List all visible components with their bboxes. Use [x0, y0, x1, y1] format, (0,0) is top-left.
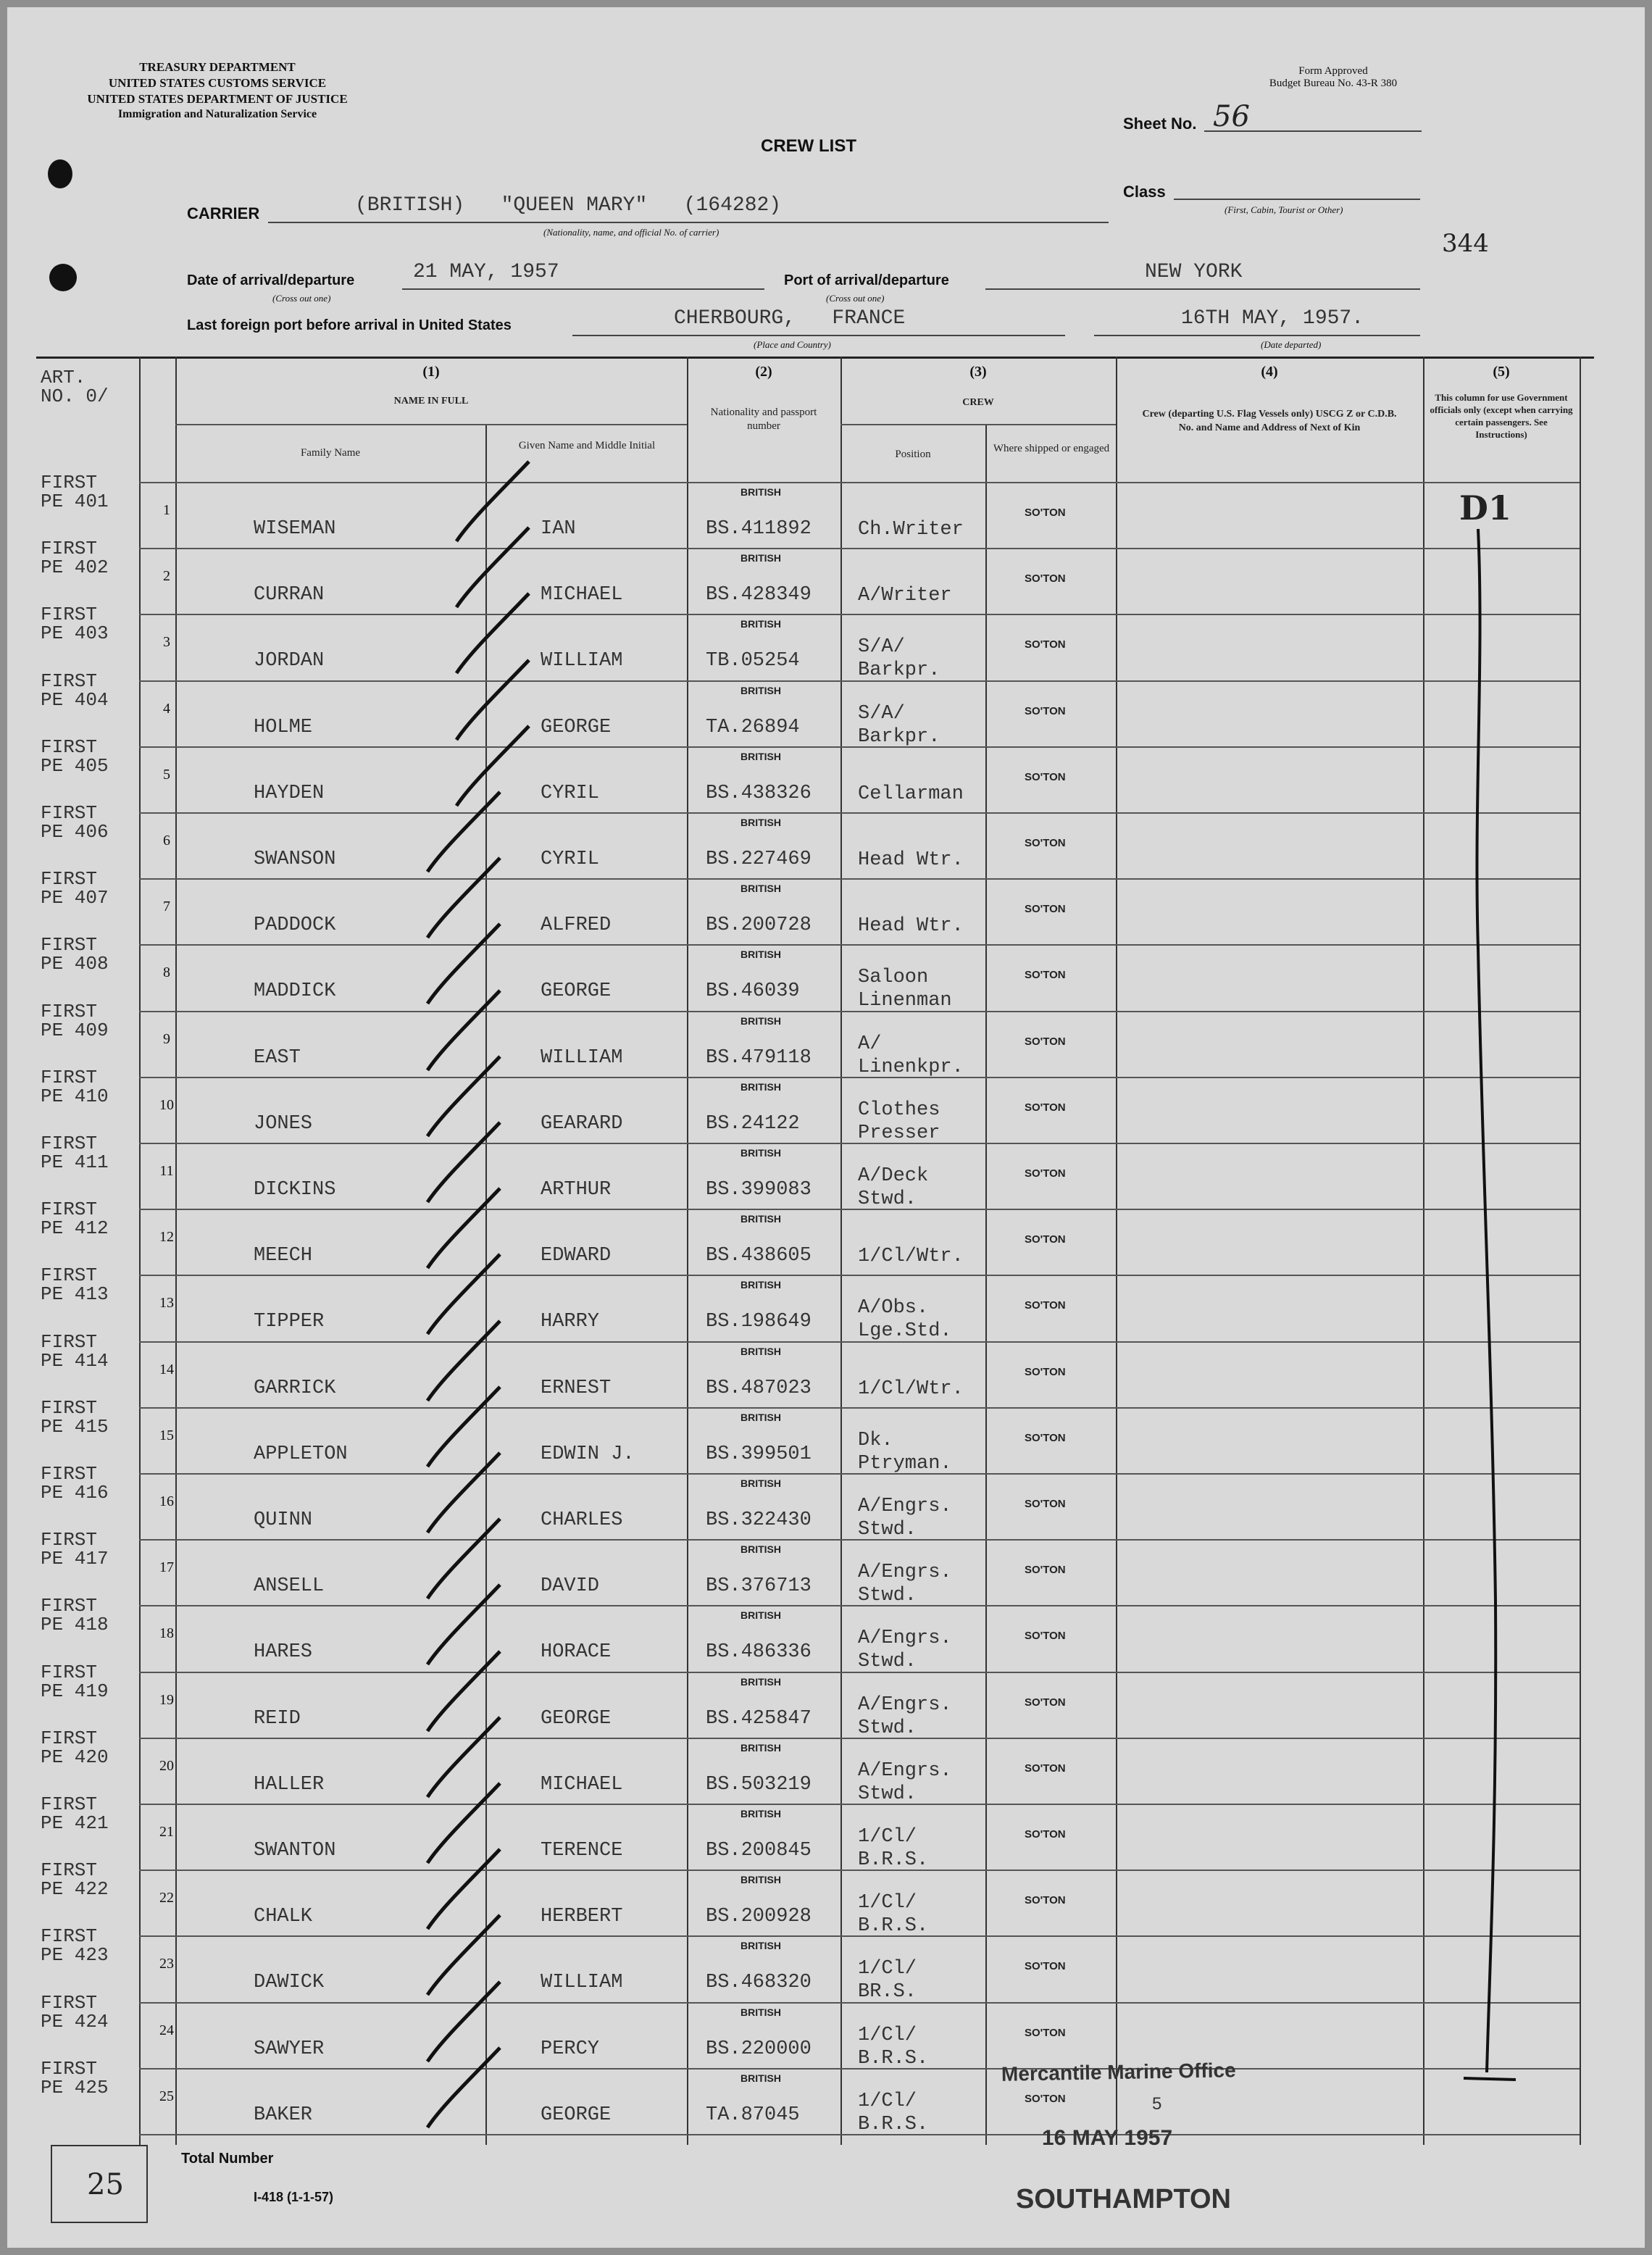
col4-num: (4): [1261, 364, 1278, 380]
row-family-name: DAWICK: [254, 1972, 325, 1993]
row-art-no: FIRST PE 408: [41, 934, 109, 975]
row-where-shipped: SO'TON: [1025, 1762, 1066, 1775]
row-given-name: TERENCE: [541, 1840, 623, 1862]
row-nationality: BRITISH: [741, 1808, 781, 1820]
row-art-no: FIRST PE 403: [41, 604, 109, 644]
row-family-name: APPLETON: [254, 1443, 348, 1465]
row-family-name: HALLER: [254, 1774, 325, 1796]
row-number: 8: [163, 964, 170, 980]
row-position: Cellarman: [858, 783, 964, 805]
row-family-name: MADDICK: [254, 980, 336, 1002]
row-number: 13: [159, 1295, 174, 1311]
col1-label: NAME IN FULL: [393, 396, 469, 407]
tick-mark: [427, 1849, 500, 1929]
row-passport: BS.200728: [706, 914, 812, 936]
row-family-name: SAWYER: [254, 2038, 325, 2060]
row-family-name: JONES: [254, 1113, 313, 1135]
row-where-shipped: SO'TON: [1025, 572, 1066, 585]
form-approved: Form Approved Budget Bureau No. 43-R 380: [1269, 65, 1398, 89]
tick-mark: [427, 1519, 500, 1598]
tick-mark: [427, 1188, 500, 1268]
row-family-name: TIPPER: [254, 1311, 325, 1333]
sheet-number: 56: [1213, 100, 1250, 133]
row-number: 19: [159, 1692, 174, 1708]
row-nationality: BRITISH: [741, 1940, 781, 1951]
tick-mark: [456, 593, 529, 673]
row-family-name: ANSELL: [254, 1575, 325, 1597]
row-given-name: CYRIL: [541, 849, 600, 870]
row-nationality: BRITISH: [741, 1477, 781, 1489]
row-passport: BS.200928: [706, 1906, 812, 1927]
row-family-name: HARES: [254, 1641, 313, 1663]
row-position: A/Engrs. Stwd.: [858, 1496, 952, 1541]
row-art-no: FIRST PE 406: [41, 802, 109, 843]
row-passport: BS.438605: [706, 1245, 812, 1267]
row-where-shipped: SO'TON: [1025, 771, 1066, 783]
row-nationality: BRITISH: [741, 2072, 781, 2084]
row-position: A/Engrs. Stwd.: [858, 1562, 952, 1606]
total-label: Total Number: [181, 2151, 274, 2167]
row-where-shipped: SO'TON: [1025, 969, 1066, 981]
col3-where: Where shipped or engaged: [993, 443, 1110, 454]
row-art-no: FIRST PE 405: [41, 736, 109, 777]
row-number: 4: [163, 701, 170, 717]
row-number: 21: [159, 1824, 174, 1840]
row-given-name: ERNEST: [541, 1377, 612, 1399]
tick-mark: [427, 924, 500, 1004]
row-passport: BS.46039: [706, 980, 800, 1002]
date-departed-hint: (Date departed): [1261, 339, 1322, 350]
row-family-name: HAYDEN: [254, 783, 325, 804]
row-position: A/Obs. Lge.Std.: [858, 1297, 952, 1342]
row-given-name: EDWIN J.: [541, 1443, 635, 1465]
stamp-office: Mercantile Marine Office: [1001, 2059, 1236, 2085]
row-given-name: ALFRED: [541, 914, 612, 936]
tick-mark: [427, 1585, 500, 1664]
row-passport: BS.411892: [706, 518, 812, 540]
row-number: 9: [163, 1031, 170, 1047]
row-art-no: FIRST PE 417: [41, 1529, 109, 1570]
date-value: 21 MAY, 1957: [413, 261, 559, 283]
port-value: NEW YORK: [1145, 261, 1243, 283]
row-family-name: JORDAN: [254, 650, 325, 672]
col5-bracket-line: [1449, 514, 1536, 2109]
tick-mark: [427, 1982, 500, 2062]
row-number: 7: [163, 899, 170, 914]
row-nationality: BRITISH: [741, 1015, 781, 1027]
row-where-shipped: SO'TON: [1025, 1299, 1066, 1312]
row-nationality: BRITISH: [741, 1279, 781, 1291]
row-number: 18: [159, 1625, 174, 1641]
row-number: 23: [159, 1956, 174, 1972]
col1-family: Family Name: [300, 447, 361, 459]
row-number: 25: [159, 2088, 174, 2104]
row-number: 17: [159, 1559, 174, 1575]
col3-num: (3): [969, 364, 987, 380]
row-number: 10: [159, 1097, 174, 1113]
row-where-shipped: SO'TON: [1025, 1696, 1066, 1709]
row-position: Ch.Writer: [858, 519, 964, 541]
col5-label: This column for use Government officials only (except when carrying certain passengers. See Instructions): [1430, 392, 1573, 440]
row-position: A/ Linenkpr.: [858, 1033, 964, 1078]
page-title: CREW LIST: [761, 136, 856, 156]
row-where-shipped: SO'TON: [1025, 1828, 1066, 1841]
last-port-value: CHERBOURG, FRANCE: [674, 307, 906, 330]
row-given-name: GEARARD: [541, 1113, 623, 1135]
row-where-shipped: SO'TON: [1025, 1960, 1066, 1972]
row-nationality: BRITISH: [741, 1081, 781, 1093]
row-given-name: MICHAEL: [541, 584, 623, 606]
tick-mark: [427, 792, 500, 872]
row-nationality: BRITISH: [741, 1412, 781, 1423]
tick-mark: [427, 1254, 500, 1334]
row-passport: BS.24122: [706, 1113, 800, 1135]
row-position: 1/Cl/ B.R.S.: [858, 1892, 929, 1937]
row-number: 11: [159, 1163, 174, 1179]
row-nationality: BRITISH: [741, 552, 781, 564]
row-passport: BS.200845: [706, 1840, 812, 1862]
row-nationality: BRITISH: [741, 685, 781, 696]
row-art-no: FIRST PE 415: [41, 1397, 109, 1438]
stamp-city: SOUTHAMPTON: [1016, 2184, 1231, 2214]
row-nationality: BRITISH: [741, 1346, 781, 1357]
tick-mark: [427, 1122, 500, 1202]
row-nationality: BRITISH: [741, 883, 781, 894]
class-value: 344: [1442, 229, 1489, 258]
row-family-name: CHALK: [254, 1906, 313, 1927]
row-given-name: CYRIL: [541, 783, 600, 804]
tick-mark: [427, 1321, 500, 1401]
date-label: Date of arrival/departure: [187, 272, 355, 288]
col5-num: (5): [1493, 364, 1510, 380]
row-art-no: FIRST PE 422: [41, 1859, 109, 1900]
row-number: 20: [159, 1758, 174, 1774]
row-number: 16: [159, 1493, 174, 1509]
row-family-name: HOLME: [254, 717, 313, 738]
tick-mark: [427, 2048, 500, 2127]
dept-line-1: TREASURY DEPARTMENT: [139, 60, 296, 74]
tick-mark: [427, 1453, 500, 1533]
row-given-name: DAVID: [541, 1575, 600, 1597]
row-nationality: BRITISH: [741, 949, 781, 960]
row-where-shipped: SO'TON: [1025, 1167, 1066, 1180]
row-position: A/Deck Stwd.: [858, 1165, 929, 1210]
tick-mark: [427, 1915, 500, 1995]
row-nationality: BRITISH: [741, 618, 781, 630]
row-where-shipped: SO'TON: [1025, 903, 1066, 915]
row-family-name: CURRAN: [254, 584, 325, 606]
row-passport: BS.438326: [706, 783, 812, 804]
crew-list-document: [7, 7, 1645, 2248]
stamp-date: 16 MAY 1957: [1042, 2126, 1173, 2150]
col3-position: Position: [895, 449, 931, 460]
row-where-shipped: SO'TON: [1025, 507, 1066, 519]
class-hint: (First, Cabin, Tourist or Other): [1225, 204, 1343, 215]
row-given-name: WILLIAM: [541, 1972, 623, 1993]
row-where-shipped: SO'TON: [1025, 1630, 1066, 1642]
row-family-name: SWANSON: [254, 849, 336, 870]
dept-line-3: UNITED STATES DEPARTMENT OF JUSTICE: [87, 92, 348, 106]
row-passport: BS.220000: [706, 2038, 812, 2060]
row-where-shipped: SO'TON: [1025, 1035, 1066, 1048]
row-art-no: FIRST PE 420: [41, 1727, 109, 1768]
tick-mark: [456, 726, 529, 806]
row-passport: BS.198649: [706, 1311, 812, 1333]
row-number: 1: [163, 502, 170, 518]
row-where-shipped: SO'TON: [1025, 1564, 1066, 1576]
row-art-no: FIRST PE 418: [41, 1595, 109, 1635]
row-where-shipped: SO'TON: [1025, 1432, 1066, 1444]
row-given-name: MICHAEL: [541, 1774, 623, 1796]
art-label: ART. NO. 0/: [41, 367, 109, 407]
tick-mark: [456, 660, 529, 740]
date-departed-value: 16TH MAY, 1957.: [1181, 307, 1364, 330]
row-art-no: FIRST PE 410: [41, 1067, 109, 1107]
row-given-name: PERCY: [541, 2038, 600, 2060]
row-art-no: FIRST PE 419: [41, 1662, 109, 1702]
row-position: 1/Cl/ B.R.S.: [858, 2091, 929, 2135]
row-position: 1/Cl/ B.R.S.: [858, 1826, 929, 1871]
carrier-label: CARRIER: [187, 204, 260, 222]
row-position: 1/Cl/Wtr.: [858, 1246, 964, 1267]
row-number: 22: [159, 1890, 174, 1906]
row-where-shipped: SO'TON: [1025, 1366, 1066, 1378]
row-family-name: SWANTON: [254, 1840, 336, 1862]
row-passport: BS.425847: [706, 1708, 812, 1730]
row-passport: BS.322430: [706, 1509, 812, 1531]
row-given-name: WILLIAM: [541, 650, 623, 672]
tick-mark: [456, 528, 529, 607]
col3-label: CREW: [962, 397, 994, 408]
row-number: 12: [159, 1229, 174, 1245]
row-passport: TB.05254: [706, 650, 800, 672]
row-passport: BS.468320: [706, 1972, 812, 1993]
row-nationality: BRITISH: [741, 2006, 781, 2018]
row-passport: BS.503219: [706, 1774, 812, 1796]
row-family-name: MEECH: [254, 1245, 313, 1267]
class-label: Class: [1123, 183, 1166, 201]
row-family-name: DICKINS: [254, 1179, 336, 1201]
row-nationality: BRITISH: [741, 1676, 781, 1688]
row-art-no: FIRST PE 412: [41, 1199, 109, 1239]
stamp-number: 5: [1152, 2094, 1162, 2114]
form-number: I-418 (1-1-57): [254, 2190, 334, 2204]
row-passport: BS.399083: [706, 1179, 812, 1201]
row-art-no: FIRST PE 421: [41, 1793, 109, 1834]
dept-sub: Immigration and Naturalization Service: [117, 108, 317, 120]
row-position: S/A/ Barkpr.: [858, 703, 940, 748]
row-passport: BS.399501: [706, 1443, 812, 1465]
row-art-no: FIRST PE 411: [41, 1133, 109, 1173]
row-position: A/Engrs. Stwd.: [858, 1627, 952, 1672]
row-nationality: BRITISH: [741, 486, 781, 498]
row-family-name: BAKER: [254, 2104, 313, 2126]
row-position: 1/Cl/ BR.S.: [858, 1958, 917, 2003]
row-number: 3: [163, 634, 170, 650]
row-nationality: BRITISH: [741, 1147, 781, 1159]
row-art-no: FIRST PE 425: [41, 2058, 109, 2098]
row-given-name: GEORGE: [541, 2104, 612, 2126]
carrier-hint: (Nationality, name, and official No. of carrier): [543, 227, 719, 238]
row-nationality: BRITISH: [741, 1742, 781, 1754]
row-passport: BS.486336: [706, 1641, 812, 1663]
row-position: A/Writer: [858, 585, 952, 607]
row-position: A/Engrs. Stwd.: [858, 1760, 952, 1805]
tick-mark: [456, 462, 529, 541]
row-given-name: GEORGE: [541, 980, 612, 1002]
row-where-shipped: SO'TON: [1025, 1894, 1066, 1906]
row-where-shipped: SO'TON: [1025, 2027, 1066, 2039]
row-given-name: GEORGE: [541, 717, 612, 738]
row-family-name: REID: [254, 1708, 301, 1730]
row-nationality: BRITISH: [741, 1874, 781, 1885]
row-passport: BS.428349: [706, 584, 812, 606]
tick-mark: [427, 1387, 500, 1467]
row-passport: TA.26894: [706, 717, 800, 738]
row-where-shipped: SO'TON: [1025, 1233, 1066, 1246]
col2-label: Nationality and passport number: [710, 407, 817, 432]
row-number: 5: [163, 767, 170, 783]
tick-mark: [427, 1056, 500, 1136]
row-passport: BS.479118: [706, 1047, 812, 1069]
tick-mark: [427, 858, 500, 938]
row-given-name: WILLIAM: [541, 1047, 623, 1069]
row-family-name: PADDOCK: [254, 914, 336, 936]
row-given-name: GEORGE: [541, 1708, 612, 1730]
row-position: S/A/ Barkpr.: [858, 636, 940, 681]
row-position: Head Wtr.: [858, 915, 964, 937]
dept-line-2: UNITED STATES CUSTOMS SERVICE: [108, 76, 327, 90]
row-art-no: FIRST PE 401: [41, 472, 109, 512]
row-art-no: FIRST PE 414: [41, 1331, 109, 1372]
row-art-no: FIRST PE 423: [41, 1925, 109, 1966]
row-position: Dk. Ptryman.: [858, 1430, 952, 1475]
row-where-shipped: SO'TON: [1025, 837, 1066, 849]
row-art-no: FIRST PE 416: [41, 1463, 109, 1504]
row-art-no: FIRST PE 413: [41, 1264, 109, 1305]
total-value: 25: [87, 2168, 124, 2201]
row-given-name: HARRY: [541, 1311, 600, 1333]
col5-mark: D1: [1459, 488, 1511, 528]
row-number: 24: [159, 2022, 174, 2038]
row-position: A/Engrs. Stwd.: [858, 1694, 952, 1739]
row-position: Clothes Presser: [858, 1099, 940, 1144]
carrier-value: (BRITISH) "QUEEN MARY" (164282): [355, 194, 782, 217]
row-where-shipped: SO'TON: [1025, 1498, 1066, 1510]
tick-mark: [427, 1783, 500, 1863]
row-given-name: HERBERT: [541, 1906, 623, 1927]
row-number: 15: [159, 1427, 174, 1443]
row-art-no: FIRST PE 402: [41, 538, 109, 578]
row-number: 6: [163, 833, 170, 849]
row-nationality: BRITISH: [741, 817, 781, 828]
col1-given: Given Name and Middle Initial: [518, 440, 656, 451]
row-art-no: FIRST PE 407: [41, 868, 109, 909]
last-port-label: Last foreign port before arrival in United States: [187, 317, 512, 333]
row-position: 1/Cl/Wtr.: [858, 1378, 964, 1400]
row-art-no: FIRST PE 409: [41, 1001, 109, 1041]
row-family-name: GARRICK: [254, 1377, 336, 1399]
col1-num: (1): [422, 364, 440, 380]
row-passport: TA.87045: [706, 2104, 800, 2126]
row-family-name: WISEMAN: [254, 518, 336, 540]
row-nationality: BRITISH: [741, 1543, 781, 1555]
row-nationality: BRITISH: [741, 1213, 781, 1225]
col2-num: (2): [755, 364, 772, 380]
row-given-name: EDWARD: [541, 1245, 612, 1267]
row-where-shipped: SO'TON: [1025, 1101, 1066, 1114]
row-given-name: HORACE: [541, 1641, 612, 1663]
row-where-shipped: SO'TON: [1025, 2093, 1066, 2105]
row-position: Head Wtr.: [858, 849, 964, 871]
row-family-name: QUINN: [254, 1509, 313, 1531]
row-where-shipped: SO'TON: [1025, 638, 1066, 651]
place-hint: (Place and Country): [754, 339, 831, 350]
port-label: Port of arrival/departure: [784, 272, 949, 288]
row-number: 2: [163, 568, 170, 584]
port-crossout-hint: (Cross out one): [826, 293, 885, 304]
row-nationality: BRITISH: [741, 751, 781, 762]
row-given-name: IAN: [541, 518, 576, 540]
row-art-no: FIRST PE 424: [41, 1992, 109, 2033]
tick-mark: [427, 1651, 500, 1731]
row-passport: BS.227469: [706, 849, 812, 870]
row-given-name: ARTHUR: [541, 1179, 612, 1201]
tick-mark: [427, 991, 500, 1070]
row-position: 1/Cl/ B.R.S.: [858, 2025, 929, 2069]
row-art-no: FIRST PE 404: [41, 670, 109, 711]
row-nationality: BRITISH: [741, 1609, 781, 1621]
tick-mark: [427, 1717, 500, 1797]
tick-marks-layer: [7, 7, 1645, 2248]
col4-label: Crew (departing U.S. Flag Vessels only) USCG Z or C.D.B. No. and Name and Address of Next of Kin: [1142, 409, 1397, 433]
row-number: 14: [159, 1362, 174, 1377]
date-crossout-hint: (Cross out one): [272, 293, 331, 304]
row-position: Saloon Linenman: [858, 967, 952, 1012]
row-passport: BS.487023: [706, 1377, 812, 1399]
row-family-name: EAST: [254, 1047, 301, 1069]
sheet-label: Sheet No.: [1123, 114, 1197, 133]
row-given-name: CHARLES: [541, 1509, 623, 1531]
row-where-shipped: SO'TON: [1025, 705, 1066, 717]
row-passport: BS.376713: [706, 1575, 812, 1597]
